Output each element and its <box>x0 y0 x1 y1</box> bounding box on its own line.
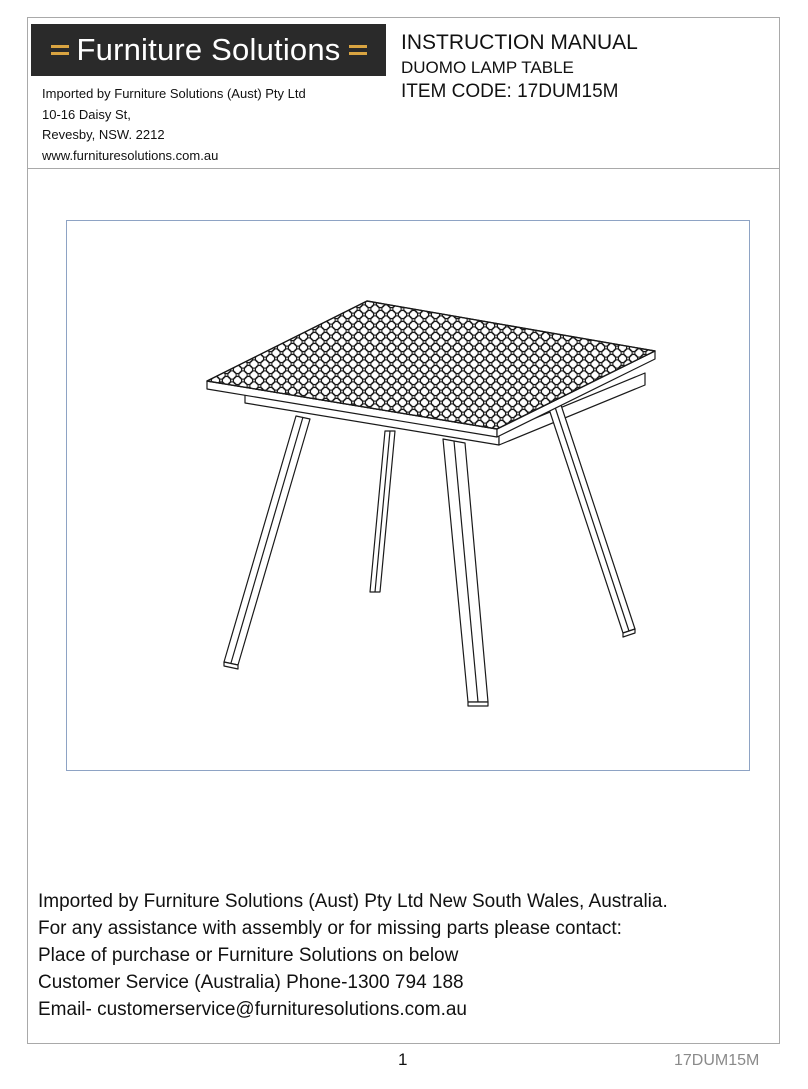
footer-item-code: 17DUM15M <box>674 1052 760 1069</box>
table-drawing <box>67 221 751 772</box>
logo-text: Furniture Solutions <box>76 32 341 67</box>
contact-phone: Customer Service (Australia) Phone-1300 794 188 <box>38 972 464 993</box>
importer-address <box>42 84 306 166</box>
contact-place: Place of purchase or Furniture Solutions on below <box>38 945 459 966</box>
manual-title: INSTRUCTION MANUAL <box>401 31 638 54</box>
page-number: 1 <box>398 1050 408 1069</box>
table-leg-back <box>370 431 395 592</box>
table-leg-right <box>549 405 635 637</box>
importer-website: www.furnituresolutions.com.au <box>42 147 219 163</box>
importer-name: Imported by Furniture Solutions (Aust) Pty Ltd <box>42 86 306 101</box>
logo-bars-left-icon <box>51 45 69 55</box>
importer-suburb: Revesby, NSW. 2212 <box>42 127 165 142</box>
table-leg-front <box>443 439 488 706</box>
contact-importer: Imported by Furniture Solutions (Aust) Pty Ltd New South Wales, Australia. <box>38 891 668 912</box>
contact-email: Email- customerservice@furnituresolutions.com.au <box>38 999 467 1020</box>
logo-bars-right-icon <box>349 45 367 55</box>
table-leg-left <box>224 416 310 669</box>
contact-info <box>38 888 668 1023</box>
contact-assistance: For any assistance with assembly or for missing parts please contact: <box>38 918 622 939</box>
item-code: ITEM CODE: 17DUM15M <box>401 81 619 102</box>
table-top-surface <box>207 301 655 429</box>
product-illustration <box>66 220 750 771</box>
product-name: DUOMO LAMP TABLE <box>401 58 574 77</box>
manual-heading <box>401 30 638 104</box>
header-divider <box>27 168 780 169</box>
brand-logo <box>31 24 386 76</box>
importer-street: 10-16 Daisy St, <box>42 106 131 122</box>
